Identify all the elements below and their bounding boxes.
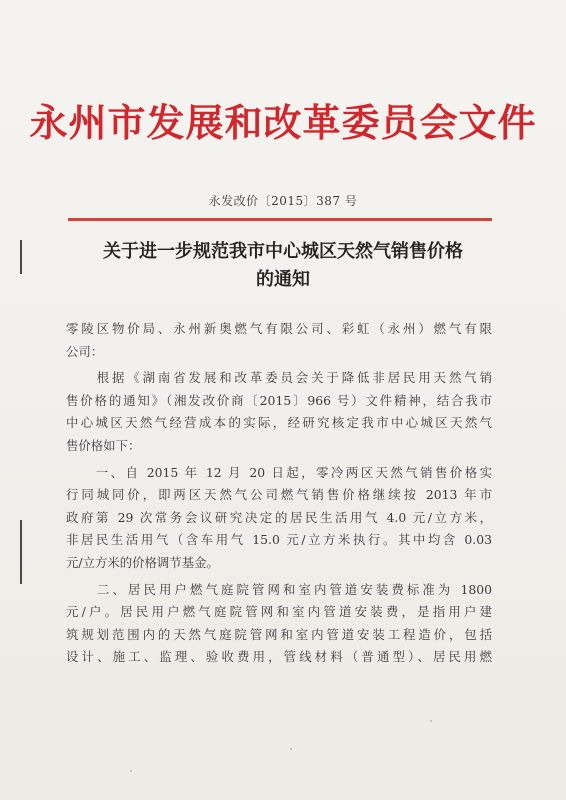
notice-title — [0, 238, 566, 294]
scan-speck — [430, 720, 432, 722]
body-line: 政府第 29 次常务会议研究决定的居民生活用气 4.0 元/立方米， — [66, 509, 492, 525]
body-line: 根据《湖南省发展和改革委员会关于降低非居民用天然气销 — [66, 370, 492, 386]
body-line: 元/户。居民用户燃气庭院管网和室内管道安装费，是指用户建 — [66, 604, 492, 620]
body-line: 行同城同价，即两区天然气公司燃气销售价格继续按 2013 年市 — [66, 487, 492, 503]
binding-margin-mark — [20, 520, 22, 584]
issuing-authority-header: 永州市发展和改革委员会文件 — [29, 100, 537, 145]
body-line: 筑规划范围内的天然气庭院管网和室内管道安装工程造价，包括 — [66, 626, 492, 642]
document-number: 永发改价〔2015〕387 号 — [208, 194, 358, 208]
scan-speck — [130, 770, 132, 772]
body-line: 一、自 2015 年 12 月 20 日起，零冷两区天然气销售价格实 — [66, 464, 492, 480]
scan-speck — [290, 748, 292, 750]
notice-title-line: 关于进一步规范我市中心城区天然气销售价格 — [103, 241, 463, 262]
document-body — [66, 318, 492, 669]
body-line: 设计、施工、监理、验收费用，管线材料（普通型）、居民用燃 — [66, 649, 492, 665]
body-line: 中心城区天然气经营成本的实际，经研究核定我市中心城区天然气 — [66, 415, 492, 431]
body-line: 公司： — [66, 343, 104, 359]
body-line: 售价格的通知》（湘发改价商〔2015〕966 号）文件精神，结合我市 — [66, 392, 492, 408]
body-line: 零陵区物价局、永州新奥燃气有限公司、彩虹（永州）燃气有限 — [66, 321, 492, 336]
body-line: 非居民生活用气（含车用气 15.0 元/立方米执行。其中均含 0.03 — [66, 532, 492, 548]
red-separator-line — [68, 218, 492, 221]
notice-title-line: 的通知 — [256, 269, 310, 290]
body-line: 二、居民用户燃气庭院管网和室内管道安装费标准为 1800 — [66, 581, 492, 597]
body-line: 元/立方米的价格调节基金。 — [66, 554, 219, 570]
body-line: 售价格如下： — [66, 437, 141, 453]
